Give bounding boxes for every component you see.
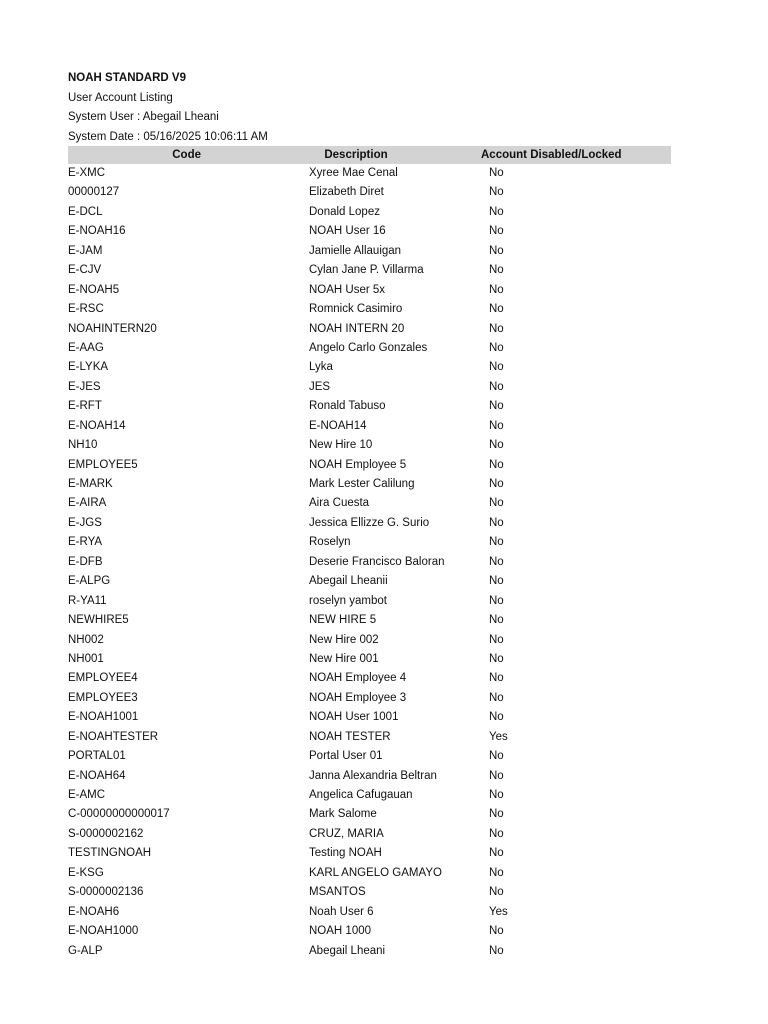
cell-code: E-LYKA (68, 361, 109, 374)
table-row (68, 689, 671, 708)
column-header-account-disabled-locked: Account Disabled/Locked (481, 149, 622, 161)
report-header (68, 69, 268, 147)
cell-description: Abegail Lheani (309, 944, 386, 957)
cell-account-disabled-locked: No (489, 458, 504, 471)
table-row (68, 339, 671, 358)
table-row (68, 378, 671, 397)
table-row (68, 436, 671, 455)
cell-account-disabled-locked: No (489, 283, 504, 296)
cell-account-disabled-locked: No (489, 750, 504, 763)
table-row (68, 825, 671, 844)
cell-code: S-0000002136 (68, 886, 144, 899)
table-row (68, 320, 671, 339)
table-row (68, 844, 671, 863)
cell-account-disabled-locked: No (489, 380, 504, 393)
cell-account-disabled-locked: No (489, 866, 504, 879)
table-row (68, 358, 671, 377)
table-row (68, 533, 671, 552)
cell-code: E-JAM (68, 244, 103, 257)
table-row (68, 261, 671, 280)
table-row (68, 397, 671, 416)
cell-account-disabled-locked: No (489, 925, 504, 938)
cell-code: G-ALP (68, 944, 103, 957)
cell-description: NOAH Employee 5 (309, 458, 407, 471)
cell-account-disabled-locked: No (489, 186, 504, 199)
cell-code: E-CJV (68, 264, 102, 277)
table-row (68, 300, 671, 319)
cell-description: Elizabeth Diret (309, 186, 384, 199)
cell-account-disabled-locked: No (489, 478, 504, 490)
column-header-description: Description (324, 149, 388, 161)
cell-description: roselyn yambot (309, 594, 387, 607)
cell-account-disabled-locked: No (489, 361, 504, 374)
cell-code: 00000127 (68, 186, 120, 199)
cell-code: E-NOAH5 (68, 283, 120, 296)
cell-code: TESTINGNOAH (68, 847, 152, 860)
cell-account-disabled-locked: No (489, 769, 504, 782)
cell-account-disabled-locked: No (489, 808, 504, 821)
cell-description: New Hire 001 (309, 652, 379, 665)
cell-code: S-0000002162 (68, 827, 144, 840)
table-row (68, 592, 671, 611)
table-row (68, 747, 671, 766)
table-row (68, 514, 671, 533)
cell-account-disabled-locked: No (489, 264, 504, 277)
cell-account-disabled-locked: No (489, 847, 504, 860)
table-row (68, 572, 671, 591)
cell-description: NEW HIRE 5 (309, 614, 377, 627)
cell-code: R-YA11 (68, 594, 107, 607)
cell-description: Jessica Ellizze G. Surio (309, 516, 430, 529)
cell-code: E-KSG (68, 866, 104, 879)
cell-code: E-NOAH14 (68, 419, 126, 432)
cell-description: CRUZ, MARIA (309, 827, 384, 840)
table-row (68, 183, 671, 202)
cell-description: NOAH TESTER (309, 730, 391, 743)
cell-description: NOAH User 1001 (309, 711, 399, 724)
cell-code: EMPLOYEE3 (68, 691, 138, 704)
cell-account-disabled-locked: No (489, 711, 504, 724)
cell-description: Angelica Cafugauan (309, 789, 413, 801)
cell-description: NOAH Employee 3 (309, 691, 407, 704)
table-row (68, 494, 671, 513)
cell-account-disabled-locked: No (489, 322, 504, 335)
cell-description: NOAH User 5x (309, 283, 386, 296)
cell-description: MSANTOS (309, 886, 366, 899)
cell-description: Ronald Tabuso (309, 400, 386, 413)
cell-code: E-JGS (68, 516, 102, 529)
cell-account-disabled-locked: No (489, 575, 504, 588)
table-row (68, 708, 671, 727)
cell-description: Portal User 01 (309, 750, 383, 763)
table-row (68, 942, 671, 961)
cell-account-disabled-locked: No (489, 691, 504, 704)
cell-code: E-DCL (68, 205, 103, 218)
cell-description: JES (309, 380, 331, 393)
cell-code: E-AMC (68, 789, 106, 801)
cell-description: Donald Lopez (309, 205, 380, 218)
cell-code: E-XMC (68, 167, 106, 179)
cell-description: NOAH INTERN 20 (309, 322, 405, 335)
cell-description: Deserie Francisco Baloran (309, 555, 445, 568)
table-row (68, 475, 671, 494)
cell-code: E-NOAHTESTER (68, 730, 159, 743)
cell-code: EMPLOYEE4 (68, 672, 138, 685)
cell-code: C-00000000000017 (68, 808, 170, 821)
cell-description: Aira Cuesta (309, 497, 370, 510)
cell-account-disabled-locked: No (489, 167, 504, 179)
table-row (68, 242, 671, 261)
table-row (68, 164, 671, 183)
cell-code: E-DFB (68, 555, 103, 568)
table-row (68, 805, 671, 824)
cell-description: Mark Salome (309, 808, 377, 821)
report-subtitle: User Account Listing (68, 91, 173, 104)
cell-code: E-AIRA (68, 497, 107, 510)
table-row (68, 669, 671, 688)
cell-description: Roselyn (309, 536, 351, 549)
cell-description: Janna Alexandria Beltran (309, 769, 437, 782)
report-title: NOAH STANDARD V9 (68, 72, 186, 84)
table-row (68, 281, 671, 300)
cell-description: Mark Lester Calilung (309, 478, 415, 490)
cell-description: KARL ANGELO GAMAYO (309, 866, 442, 879)
cell-description: New Hire 002 (309, 633, 379, 646)
cell-account-disabled-locked: Yes (489, 730, 508, 743)
table-row (68, 786, 671, 805)
cell-code: E-RYA (68, 536, 103, 549)
cell-account-disabled-locked: No (489, 303, 504, 316)
table-row (68, 203, 671, 222)
cell-account-disabled-locked: No (489, 225, 504, 238)
table-row (68, 631, 671, 650)
cell-code: E-RFT (68, 400, 102, 413)
cell-code: E-NOAH16 (68, 225, 126, 238)
cell-description: NOAH Employee 4 (309, 672, 407, 685)
cell-account-disabled-locked: No (489, 827, 504, 840)
cell-description: NOAH User 16 (309, 225, 386, 238)
cell-account-disabled-locked: No (489, 789, 504, 801)
table-row (68, 222, 671, 241)
cell-account-disabled-locked: No (489, 400, 504, 413)
cell-description: Lyka (309, 361, 333, 374)
cell-account-disabled-locked: No (489, 652, 504, 665)
table-row (68, 883, 671, 902)
cell-code: E-AAG (68, 341, 104, 354)
cell-account-disabled-locked: No (489, 536, 504, 549)
cell-account-disabled-locked: No (489, 672, 504, 685)
table-header-row (68, 146, 671, 164)
table-row (68, 903, 671, 922)
cell-code: E-NOAH64 (68, 769, 126, 782)
cell-code: E-ALPG (68, 575, 111, 588)
cell-code: PORTAL01 (68, 750, 126, 763)
table-body (68, 164, 671, 961)
cell-code: NH001 (68, 652, 104, 665)
cell-description: NOAH 1000 (309, 925, 372, 938)
cell-account-disabled-locked: Yes (489, 905, 508, 918)
system-user: System User : Abegail Lheani (68, 111, 219, 123)
cell-code: E-MARK (68, 478, 113, 490)
cell-code: NH002 (68, 633, 104, 646)
table-row (68, 650, 671, 669)
cell-code: NOAHINTERN20 (68, 322, 157, 335)
cell-description: Noah User 6 (309, 905, 374, 918)
cell-description: Cylan Jane P. Villarma (309, 264, 424, 277)
cell-account-disabled-locked: No (489, 516, 504, 529)
cell-code: E-RSC (68, 303, 104, 316)
table-row (68, 728, 671, 747)
cell-account-disabled-locked: No (489, 419, 504, 432)
cell-account-disabled-locked: No (489, 633, 504, 646)
cell-account-disabled-locked: No (489, 497, 504, 510)
user-account-table (68, 146, 671, 961)
cell-account-disabled-locked: No (489, 439, 504, 452)
cell-account-disabled-locked: No (489, 205, 504, 218)
table-row (68, 767, 671, 786)
table-row (68, 417, 671, 436)
cell-code: E-NOAH1000 (68, 925, 139, 938)
cell-description: Jamielle Allauigan (309, 244, 402, 257)
table-row (68, 553, 671, 572)
cell-description: Xyree Mae Cenal (309, 167, 398, 179)
cell-account-disabled-locked: No (489, 244, 504, 257)
table-row (68, 611, 671, 630)
cell-description: New Hire 10 (309, 439, 373, 452)
cell-description: Testing NOAH (309, 847, 382, 860)
cell-description: Romnick Casimiro (309, 303, 403, 316)
cell-code: E-NOAH6 (68, 905, 120, 918)
cell-code: NEWHIRE5 (68, 614, 129, 627)
cell-account-disabled-locked: No (489, 614, 504, 627)
cell-account-disabled-locked: No (489, 341, 504, 354)
column-header-code: Code (172, 149, 201, 161)
cell-code: E-JES (68, 380, 101, 393)
cell-code: E-NOAH1001 (68, 711, 139, 724)
cell-account-disabled-locked: No (489, 555, 504, 568)
cell-account-disabled-locked: No (489, 886, 504, 899)
cell-description: Abegail Lheanii (309, 575, 388, 588)
cell-account-disabled-locked: No (489, 944, 504, 957)
table-row (68, 922, 671, 941)
cell-code: NH10 (68, 439, 98, 452)
cell-description: Angelo Carlo Gonzales (309, 341, 428, 354)
cell-description: E-NOAH14 (309, 419, 367, 432)
system-date: System Date : 05/16/2025 10:06:11 AM (68, 130, 268, 143)
table-row (68, 456, 671, 475)
cell-account-disabled-locked: No (489, 594, 504, 607)
cell-code: EMPLOYEE5 (68, 458, 138, 471)
table-row (68, 864, 671, 883)
